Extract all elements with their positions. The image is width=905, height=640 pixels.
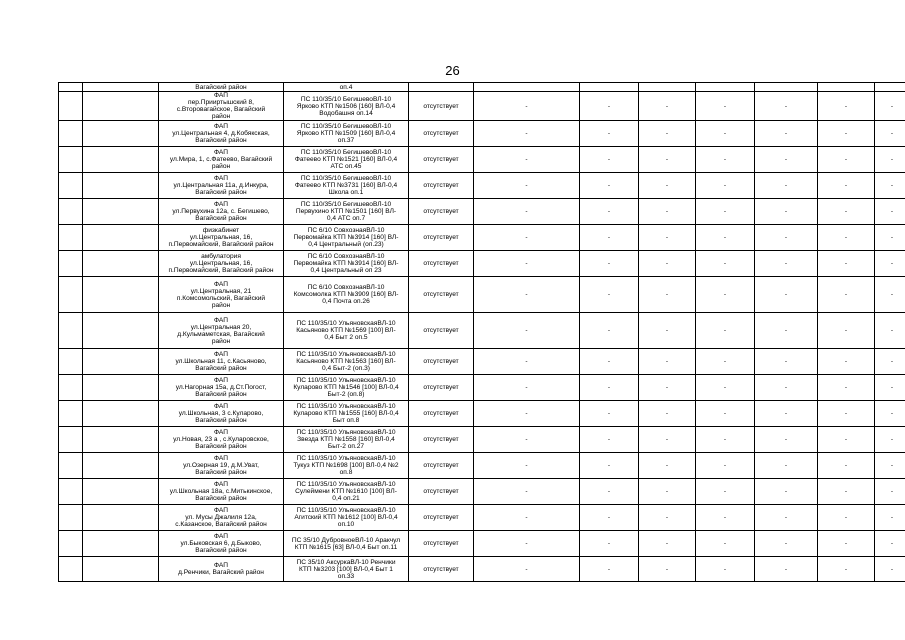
table-row	[59, 199, 905, 225]
location-cell: ФАП ул. Мусы Джалиля 12а, с.Казанское, Вагайский район	[159, 505, 284, 531]
dash-cell: -	[755, 147, 818, 173]
dash-cell: -	[875, 349, 905, 375]
table-row	[59, 427, 905, 453]
dash-cell: -	[474, 349, 580, 375]
number-cell	[59, 83, 83, 92]
number-cell	[59, 121, 83, 147]
status-cell: отсутствует	[409, 225, 474, 251]
dash-cell	[639, 83, 696, 92]
dash-cell: -	[755, 453, 818, 479]
status-cell: отсутствует	[409, 557, 474, 582]
number-cell	[59, 225, 83, 251]
dash-cell: -	[696, 349, 755, 375]
dash-cell: -	[639, 349, 696, 375]
table-row	[59, 453, 905, 479]
dash-cell: -	[755, 479, 818, 505]
name-cell	[83, 277, 159, 313]
dash-cell: -	[474, 505, 580, 531]
dash-cell: -	[755, 505, 818, 531]
number-cell	[59, 349, 83, 375]
dash-cell: -	[875, 277, 905, 313]
power-source-cell: оп.4	[284, 83, 409, 92]
table-row	[59, 173, 905, 199]
dash-cell: -	[875, 225, 905, 251]
dash-cell	[474, 83, 580, 92]
dash-cell: -	[639, 375, 696, 401]
power-source-cell: ПС 35/10 ДубровноеВЛ-10 Аракчул КТП №1615 [63] ВЛ-0,4 Быт оп.11	[284, 531, 409, 557]
dash-cell: -	[875, 313, 905, 349]
number-cell	[59, 453, 83, 479]
table-row	[59, 92, 905, 121]
dash-cell: -	[580, 401, 639, 427]
dash-cell: -	[696, 557, 755, 582]
dash-cell: -	[474, 277, 580, 313]
name-cell	[83, 199, 159, 225]
dash-cell: -	[818, 251, 875, 277]
table-row	[59, 349, 905, 375]
dash-cell: -	[875, 251, 905, 277]
location-cell: ФАП ул.Озерная 19, д.М.Уват, Вагайский район	[159, 453, 284, 479]
dash-cell: -	[474, 375, 580, 401]
dash-cell: -	[875, 199, 905, 225]
dash-cell: -	[580, 313, 639, 349]
name-cell	[83, 225, 159, 251]
dash-cell	[818, 83, 875, 92]
dash-cell: -	[639, 427, 696, 453]
dash-cell: -	[696, 92, 755, 121]
facilities-table	[58, 82, 905, 582]
dash-cell: -	[696, 147, 755, 173]
power-source-cell: ПС 110/35/10 БегишевоВЛ-10 Фатеево КТП №3731 [160] ВЛ-0,4 Школа оп.1	[284, 173, 409, 199]
table-row	[59, 147, 905, 173]
status-cell: отсутствует	[409, 251, 474, 277]
dash-cell: -	[875, 453, 905, 479]
dash-cell: -	[474, 531, 580, 557]
number-cell	[59, 557, 83, 582]
dash-cell: -	[639, 251, 696, 277]
dash-cell: -	[639, 557, 696, 582]
dash-cell: -	[580, 505, 639, 531]
table-row	[59, 277, 905, 313]
dash-cell: -	[696, 479, 755, 505]
power-source-cell: ПС 6/10 СовхознаяВЛ-10 Первомайка КТП №3914 [160] ВЛ- 0,4 Центральный оп 23	[284, 251, 409, 277]
dash-cell: -	[474, 92, 580, 121]
dash-cell: -	[755, 557, 818, 582]
status-cell: отсутствует	[409, 121, 474, 147]
name-cell	[83, 349, 159, 375]
power-source-cell: ПС 110/35/10 БегишевоВЛ-10 Первухино КТП №1501 [160] ВЛ- 0,4 АТС оп.7	[284, 199, 409, 225]
name-cell	[83, 427, 159, 453]
dash-cell: -	[818, 147, 875, 173]
dash-cell: -	[875, 557, 905, 582]
status-cell: отсутствует	[409, 505, 474, 531]
number-cell	[59, 531, 83, 557]
dash-cell: -	[875, 121, 905, 147]
dash-cell: -	[875, 531, 905, 557]
dash-cell: -	[755, 92, 818, 121]
location-cell: ФАП ул.Первухина 12а, с. Бегишево, Вагайский район	[159, 199, 284, 225]
name-cell	[83, 557, 159, 582]
dash-cell: -	[818, 92, 875, 121]
number-cell	[59, 427, 83, 453]
number-cell	[59, 401, 83, 427]
location-cell: ФАП ул.Центральная, 21 п.Комсомольский, Вагайский район	[159, 277, 284, 313]
dash-cell: -	[474, 147, 580, 173]
name-cell	[83, 401, 159, 427]
table-row	[59, 479, 905, 505]
dash-cell: -	[474, 199, 580, 225]
location-cell: ФАП ул.Нагорная 15а, д.Ст.Погост, Вагайский район	[159, 375, 284, 401]
status-cell: отсутствует	[409, 277, 474, 313]
number-cell	[59, 92, 83, 121]
dash-cell: -	[580, 199, 639, 225]
dash-cell: -	[639, 92, 696, 121]
dash-cell	[755, 83, 818, 92]
dash-cell: -	[696, 121, 755, 147]
dash-cell: -	[580, 453, 639, 479]
dash-cell: -	[875, 92, 905, 121]
dash-cell: -	[580, 225, 639, 251]
dash-cell: -	[875, 505, 905, 531]
location-cell: ФАП ул.Мира, 1, с.Фатеево, Вагайский район	[159, 147, 284, 173]
dash-cell: -	[696, 225, 755, 251]
power-source-cell: ПС 110/35/10 БегишевоВЛ-10 Фатеево КТП №1521 [160] ВЛ-0,4 АТС оп.45	[284, 147, 409, 173]
dash-cell: -	[639, 199, 696, 225]
number-cell	[59, 251, 83, 277]
dash-cell: -	[474, 313, 580, 349]
status-cell: отсутствует	[409, 349, 474, 375]
dash-cell: -	[696, 427, 755, 453]
dash-cell: -	[875, 479, 905, 505]
dash-cell: -	[755, 375, 818, 401]
dash-cell: -	[875, 401, 905, 427]
dash-cell: -	[755, 427, 818, 453]
power-source-cell: ПС 110/35/10 УльяновскаяВЛ-10 Сулеймени КТП №1610 [100] ВЛ- 0,4 оп.21	[284, 479, 409, 505]
dash-cell: -	[696, 173, 755, 199]
power-source-cell: ПС 110/35/10 УльяновскаяВЛ-10 Касьяново КТП №1563 [160] ВЛ- 0,4 Быт-2 (оп.3)	[284, 349, 409, 375]
name-cell	[83, 83, 159, 92]
table-row	[59, 313, 905, 349]
dash-cell: -	[580, 173, 639, 199]
dash-cell	[580, 83, 639, 92]
dash-cell: -	[639, 173, 696, 199]
dash-cell: -	[875, 427, 905, 453]
dash-cell: -	[639, 453, 696, 479]
dash-cell: -	[818, 375, 875, 401]
status-cell: отсутствует	[409, 479, 474, 505]
dash-cell: -	[818, 173, 875, 199]
dash-cell: -	[755, 121, 818, 147]
name-cell	[83, 453, 159, 479]
dash-cell: -	[474, 401, 580, 427]
location-cell: ФАП пер.Прииртышский 8, с.Второвагайское, Вагайский район	[159, 92, 284, 121]
power-source-cell: ПС 110/35/10 БегишевоВЛ-10 Ярково КТП №1509 [160] ВЛ-0,4 оп.37	[284, 121, 409, 147]
dash-cell: -	[755, 251, 818, 277]
dash-cell: -	[639, 147, 696, 173]
dash-cell: -	[755, 173, 818, 199]
dash-cell: -	[474, 453, 580, 479]
dash-cell: -	[818, 225, 875, 251]
dash-cell: -	[696, 251, 755, 277]
dash-cell: -	[580, 531, 639, 557]
dash-cell: -	[639, 225, 696, 251]
dash-cell: -	[639, 505, 696, 531]
status-cell: отсутствует	[409, 92, 474, 121]
dash-cell: -	[580, 557, 639, 582]
dash-cell: -	[639, 531, 696, 557]
dash-cell: -	[474, 557, 580, 582]
dash-cell: -	[474, 121, 580, 147]
location-cell: ФАП ул.Школьная 18а, с.Митькинское, Вагайский район	[159, 479, 284, 505]
power-source-cell: ПС 110/35/10 УльяновскаяВЛ-10 Агитский КТП №1612 [100] ВЛ-0,4 оп.10	[284, 505, 409, 531]
dash-cell: -	[755, 277, 818, 313]
dash-cell: -	[755, 349, 818, 375]
name-cell	[83, 147, 159, 173]
table-row	[59, 505, 905, 531]
dash-cell: -	[818, 121, 875, 147]
number-cell	[59, 147, 83, 173]
dash-cell: -	[755, 401, 818, 427]
dash-cell: -	[818, 277, 875, 313]
table-row	[59, 121, 905, 147]
table-row	[59, 83, 905, 92]
dash-cell: -	[474, 479, 580, 505]
name-cell	[83, 375, 159, 401]
dash-cell: -	[696, 505, 755, 531]
location-cell: ФАП ул.Быковская 6, д.Быково, Вагайский район	[159, 531, 284, 557]
dash-cell: -	[580, 121, 639, 147]
power-source-cell: ПС 110/35/10 УльяновскаяВЛ-10 Куларово КТП №1555 [160] ВЛ-0,4 Быт оп.8	[284, 401, 409, 427]
number-cell	[59, 375, 83, 401]
dash-cell: -	[474, 427, 580, 453]
dash-cell: -	[755, 225, 818, 251]
status-cell: отсутствует	[409, 147, 474, 173]
location-cell: ФАП ул.Центральная 4, д.Кобякская, Вагайский район	[159, 121, 284, 147]
status-cell: отсутствует	[409, 199, 474, 225]
dash-cell: -	[639, 121, 696, 147]
dash-cell	[875, 83, 905, 92]
dash-cell: -	[580, 277, 639, 313]
dash-cell: -	[696, 453, 755, 479]
dash-cell: -	[818, 453, 875, 479]
status-cell: отсутствует	[409, 313, 474, 349]
dash-cell: -	[696, 531, 755, 557]
dash-cell: -	[818, 479, 875, 505]
dash-cell: -	[755, 313, 818, 349]
location-cell: ФАП ул.Школьная 11, с.Касьяново, Вагайский район	[159, 349, 284, 375]
number-cell	[59, 479, 83, 505]
dash-cell: -	[696, 277, 755, 313]
location-cell: амбулатория ул.Центральная, 16, п.Первомайский, Вагайский район	[159, 251, 284, 277]
name-cell	[83, 505, 159, 531]
dash-cell: -	[580, 479, 639, 505]
dash-cell: -	[818, 349, 875, 375]
location-cell: ФАП ул.Новая, 23 а , с.Куларовское, Вагайский район	[159, 427, 284, 453]
power-source-cell: ПС 6/10 СовхознаяВЛ-10 Первомайка КТП №3914 [160] ВЛ- 0,4 Центральный (оп.23)	[284, 225, 409, 251]
page-number: 26	[445, 63, 460, 78]
dash-cell: -	[818, 199, 875, 225]
number-cell	[59, 199, 83, 225]
dash-cell: -	[818, 505, 875, 531]
location-cell: ФАП д.Ренчики, Вагайский район	[159, 557, 284, 582]
status-cell: отсутствует	[409, 401, 474, 427]
table-row	[59, 251, 905, 277]
dash-cell: -	[696, 401, 755, 427]
location-cell: ФАП ул.Школьная, 3 с.Куларово, Вагайский район	[159, 401, 284, 427]
dash-cell: -	[818, 531, 875, 557]
table-row	[59, 557, 905, 582]
location-cell: ФАП ул.Центральная 11а, д.Инкура, Вагайский район	[159, 173, 284, 199]
status-cell	[409, 83, 474, 92]
dash-cell: -	[818, 401, 875, 427]
number-cell	[59, 173, 83, 199]
dash-cell: -	[474, 251, 580, 277]
dash-cell: -	[580, 251, 639, 277]
dash-cell: -	[580, 147, 639, 173]
table-body	[59, 83, 905, 582]
name-cell	[83, 313, 159, 349]
power-source-cell: ПС 35/10 АксуркаВЛ-10 Ренчики КТП №3203 [100] ВЛ-0,4 Быт 1 оп.33	[284, 557, 409, 582]
location-cell: Вагайский район	[159, 83, 284, 92]
table-row	[59, 401, 905, 427]
dash-cell: -	[696, 375, 755, 401]
dash-cell	[696, 83, 755, 92]
dash-cell: -	[818, 427, 875, 453]
number-cell	[59, 313, 83, 349]
status-cell: отсутствует	[409, 375, 474, 401]
dash-cell: -	[875, 375, 905, 401]
dash-cell: -	[755, 531, 818, 557]
name-cell	[83, 479, 159, 505]
dash-cell: -	[580, 349, 639, 375]
dash-cell: -	[639, 277, 696, 313]
dash-cell: -	[696, 199, 755, 225]
status-cell: отсутствует	[409, 453, 474, 479]
power-source-cell: ПС 110/35/10 БегишевоВЛ-10 Ярково КТП №1506 [160] ВЛ-0,4 Водобашня оп.14	[284, 92, 409, 121]
power-source-cell: ПС 110/35/10 УльяновскаяВЛ-10 Звезда КТП №1558 [160] ВЛ-0,4 Быт-2 оп.27	[284, 427, 409, 453]
status-cell: отсутствует	[409, 531, 474, 557]
table-row	[59, 225, 905, 251]
name-cell	[83, 173, 159, 199]
name-cell	[83, 531, 159, 557]
name-cell	[83, 121, 159, 147]
power-source-cell: ПС 110/35/10 УльяновскаяВЛ-10 Касьяново КТП №1569 [100] ВЛ- 0,4 Быт 2 оп.5	[284, 313, 409, 349]
dash-cell: -	[474, 173, 580, 199]
dash-cell: -	[639, 313, 696, 349]
dash-cell: -	[580, 375, 639, 401]
dash-cell: -	[580, 427, 639, 453]
power-source-cell: ПС 110/35/10 УльяновскаяВЛ-10 Куларово КТП №1546 [100] ВЛ-0,4 Быт-2 (оп.8)	[284, 375, 409, 401]
dash-cell: -	[696, 313, 755, 349]
number-cell	[59, 277, 83, 313]
power-source-cell: ПС 110/35/10 УльяновскаяВЛ-10 Тукуз КТП №1698 [100] ВЛ-0,4 №2 оп.8	[284, 453, 409, 479]
dash-cell: -	[875, 173, 905, 199]
name-cell	[83, 251, 159, 277]
dash-cell: -	[755, 199, 818, 225]
location-cell: ФАП ул.Центральная 20, д.Кульмаметская, Вагайский район	[159, 313, 284, 349]
table-row	[59, 375, 905, 401]
number-cell	[59, 505, 83, 531]
dash-cell: -	[639, 479, 696, 505]
table-row	[59, 531, 905, 557]
dash-cell: -	[474, 225, 580, 251]
dash-cell: -	[818, 313, 875, 349]
status-cell: отсутствует	[409, 427, 474, 453]
name-cell	[83, 92, 159, 121]
status-cell: отсутствует	[409, 173, 474, 199]
power-source-cell: ПС 6/10 СовхознаяВЛ-10 Комсомолка КТП №3909 [160] ВЛ- 0,4 Почта оп.26	[284, 277, 409, 313]
location-cell: физкабинет ул.Центральная, 16, п.Первомайский, Вагайский район	[159, 225, 284, 251]
dash-cell: -	[818, 557, 875, 582]
dash-cell: -	[639, 401, 696, 427]
dash-cell: -	[875, 147, 905, 173]
dash-cell: -	[580, 92, 639, 121]
